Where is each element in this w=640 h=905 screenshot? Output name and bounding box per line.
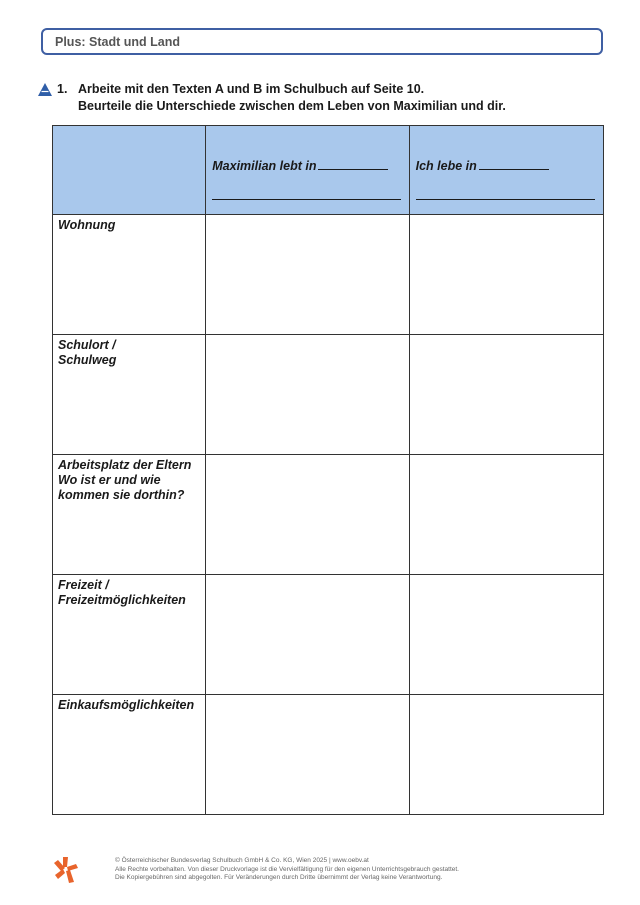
row-label-einkauf: Einkaufsmöglichkeiten [58, 698, 195, 712]
table-row [53, 455, 604, 575]
answer-cell[interactable] [409, 335, 603, 455]
header-empty-cell [53, 126, 206, 215]
answer-cell[interactable] [206, 695, 409, 815]
copyright-footer [115, 857, 459, 883]
header-label-ich: Ich lebe in [415, 159, 477, 173]
header-cell-maximilian [206, 126, 409, 215]
answer-cell[interactable] [409, 575, 603, 695]
table-row [53, 215, 604, 335]
table-row [53, 695, 604, 815]
worksheet-title: Plus: Stadt und Land [55, 34, 180, 49]
row-label-schulort: Schulort / Schulweg [58, 338, 117, 367]
answer-cell[interactable] [206, 215, 409, 335]
table-header-row [53, 126, 604, 215]
header-cell-ich [409, 126, 603, 215]
triangle-level-icon [38, 83, 52, 96]
table-row [53, 335, 604, 455]
header-answer-line[interactable] [212, 199, 400, 200]
table-row [53, 575, 604, 695]
answer-cell[interactable] [206, 335, 409, 455]
comparison-table [52, 125, 604, 815]
copyright-line-3: Die Kopiergebühren sind abgegolten. Für Veränderungen durch Dritte übernimmt der Verlag keine Verantwortung. [115, 874, 443, 881]
row-label-freizeit: Freizeit / Freizeitmöglichkeiten [58, 578, 186, 607]
answer-cell[interactable] [409, 215, 603, 335]
header-answer-line[interactable] [416, 199, 595, 200]
copyright-line-2: Alle Rechte vorbehalten. Von dieser Druckvorlage ist die Vervielfältigung für den eigenen Unterrichtsgebrauch gestattet. [115, 865, 459, 873]
answer-cell[interactable] [409, 455, 603, 575]
task-instruction-1: Arbeite mit den Texten A und B im Schulbuch auf Seite 10. [78, 82, 425, 96]
answer-cell[interactable] [206, 455, 409, 575]
answer-cell[interactable] [409, 695, 603, 815]
worksheet-header [41, 28, 603, 55]
task-number: 1. [57, 82, 68, 96]
oebv-star-logo [50, 855, 80, 885]
header-label-maximilian: Maximilian lebt in [212, 159, 317, 173]
row-label-wohnung: Wohnung [58, 218, 116, 232]
row-label-arbeitsplatz: Arbeitsplatz der Eltern Wo ist er und wie kommen sie dorthin? [58, 458, 192, 502]
header-blank-line[interactable] [479, 157, 549, 170]
copyright-line-1: © Österreichischer Bundesverlag Schulbuch GmbH & Co. KG, Wien 2025 | www.oebv.at [115, 857, 369, 864]
answer-cell[interactable] [206, 575, 409, 695]
header-blank-line[interactable] [318, 157, 388, 170]
task-instruction-2: Beurteile die Unterschiede zwischen dem Leben von Maximilian und dir. [78, 99, 506, 113]
